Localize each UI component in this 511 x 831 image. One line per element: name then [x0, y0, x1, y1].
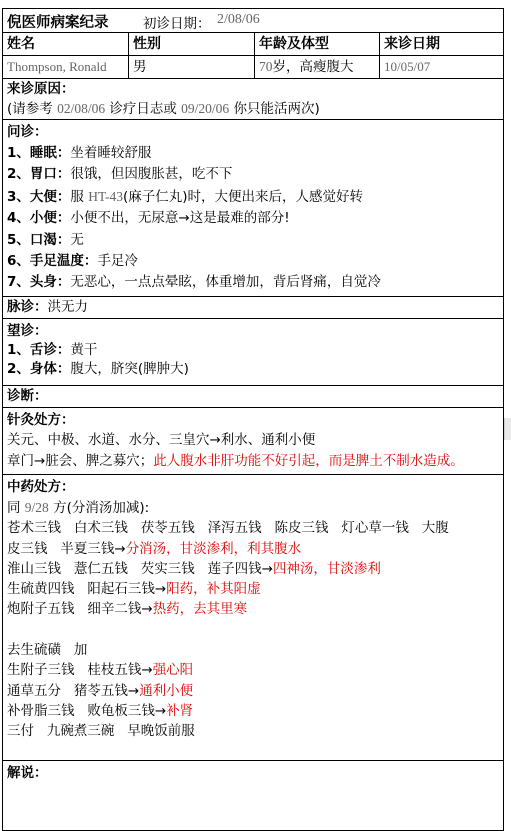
herb-text: 三付 九碗煮三碗 早晚饭前服: [7, 723, 195, 740]
inquiry-text: 服: [70, 188, 89, 205]
herb-line: [3, 579, 503, 599]
inquiry-text: 无恶心，一点点晕眩，体重增加，背后肾痛，自觉冷: [70, 274, 381, 291]
herb-line: [3, 721, 503, 741]
inquiry-label: 、头身：: [16, 274, 71, 291]
herb-effect: 热药，去其里寒: [152, 601, 248, 618]
herb-line: [3, 599, 503, 619]
inquiry-num: 4: [7, 210, 17, 227]
herb-text: 通草五分 猪苓五钱→: [7, 682, 140, 699]
inquiry-title: 问诊：: [7, 124, 48, 140]
herb-line: [3, 640, 503, 660]
inquiry-num: 3: [7, 188, 17, 205]
explanation-title: 解说：: [7, 765, 48, 781]
herb-line: [3, 498, 503, 518]
inspection-title: 望诊：: [7, 323, 48, 339]
reason-date-1: 02/08/06: [57, 101, 106, 116]
inquiry-text: 坐着睡较舒服: [70, 145, 152, 161]
inspection-item: [3, 341, 503, 360]
visit-date-value: 10/05/07: [379, 56, 503, 78]
herb-line: [3, 660, 503, 680]
pulse-title: 脉诊：: [7, 299, 48, 315]
header-age-build: 年龄及体型: [254, 33, 380, 55]
reason-line: [3, 99, 503, 119]
herb-line: [3, 681, 503, 701]
header-gender: 性别: [128, 33, 254, 55]
herbs-list: [3, 498, 503, 742]
inquiry-item: [3, 143, 503, 164]
inquiry-label: 、睡眠：: [16, 145, 71, 161]
herb-text: 补骨脂三钱 败龟板三钱→: [7, 702, 167, 719]
inquiry-list: [3, 143, 503, 294]
herb-text: 炮附子五钱 细辛二钱→: [7, 601, 153, 618]
herb-effect: 通利小便: [139, 682, 194, 699]
herb-effect: 补肾: [166, 702, 194, 719]
herb-effect: 四神汤，甘淡渗利: [272, 560, 381, 577]
herb-text: 淮山三钱 薏仁五钱 芡实三钱 莲子四钱→: [7, 560, 273, 577]
herb-line: [3, 559, 503, 579]
pulse-section: [3, 297, 503, 319]
acupuncture-title: 针灸处方：: [7, 412, 75, 428]
inquiry-text: 手足冷: [97, 253, 138, 270]
inspection-num: 1: [7, 342, 17, 358]
herb-text: 方(分消汤加减):: [48, 500, 150, 516]
herb-line: [3, 539, 503, 559]
patient-gender: 男: [128, 56, 254, 78]
acupuncture-line-1: 关元、中极、水道、水分、三皇穴→利水、通利小便: [7, 432, 316, 448]
blank-line: [3, 620, 503, 640]
herb-effect: 阳药，补其阳虚: [166, 581, 261, 598]
scrollbar-edge[interactable]: [504, 418, 511, 440]
patient-age-text: 岁，高瘦腹大: [272, 59, 354, 75]
inquiry-text: (麻子仁丸)时，大便出来后，人感觉好转: [122, 188, 364, 205]
inspection-item: [3, 360, 503, 379]
inspection-num: 2: [7, 361, 17, 377]
herb-effect: 强心阳: [152, 662, 194, 679]
herb-line: [3, 518, 503, 538]
acupuncture-note: 此人腹水非肝功能不好引起，而是脾土不制水造成。: [153, 453, 464, 469]
inquiry-label: 、口渴：: [16, 231, 71, 248]
herb-text: 皮三钱 半夏三钱→: [7, 540, 126, 557]
info-value-row: [3, 56, 503, 79]
herb-text: 同: [7, 500, 25, 516]
inquiry-item: [3, 251, 503, 272]
inspection-label: 、舌诊：: [16, 342, 71, 358]
inquiry-text: HT-43: [88, 188, 123, 204]
herb-text: 生硫黄四钱 阳起石三钱→: [7, 581, 167, 598]
herb-effect: 分消汤，甘淡渗利，利其腹水: [125, 540, 302, 557]
inquiry-item: [3, 164, 503, 185]
herb-text: 生附子三钱 桂枝五钱→: [7, 662, 153, 679]
herb-text: 9/28: [24, 500, 49, 515]
header-visit-date: 来诊日期: [379, 33, 503, 55]
inquiry-label: 、大便：: [16, 188, 71, 205]
patient-age-number: 70: [259, 59, 273, 74]
inquiry-num: 5: [7, 231, 17, 248]
herb-line: [3, 701, 503, 721]
explanation-section: [3, 761, 503, 830]
record-title: 倪医师病案纪录: [7, 15, 109, 31]
first-visit-label: 初诊日期：: [143, 16, 211, 32]
diagnosis-section: [3, 386, 503, 408]
patient-name: Thompson, Ronald: [7, 59, 107, 74]
inquiry-num: 7: [7, 274, 17, 291]
reason-seg: (请参考: [7, 101, 58, 117]
herb-text: 苍术三钱 白术三钱 茯苓五钱 泽泻五钱 陈皮三钱 灯心草一钱 大腹: [7, 520, 449, 537]
patient-age-build: [254, 56, 380, 78]
inquiry-num: 2: [7, 166, 17, 183]
herbs-section: [3, 475, 503, 761]
inquiry-item: [3, 230, 503, 251]
inquiry-item: [3, 272, 503, 293]
pulse-line: [3, 297, 503, 318]
acupuncture-section: [3, 408, 503, 475]
inquiry-section: [3, 120, 503, 297]
inquiry-label: 、小便：: [16, 210, 71, 227]
inquiry-text: 无: [70, 231, 84, 248]
inquiry-label: 、手足温度：: [16, 253, 98, 270]
inquiry-num: 6: [7, 253, 17, 270]
inspection-section: [3, 319, 503, 386]
acupuncture-seg: 章门→脏会、脾之募穴；: [7, 453, 154, 469]
reason-seg: 诊疗日志或: [105, 101, 182, 117]
herbs-title: 中药处方：: [7, 479, 75, 495]
inquiry-label: 、胃口：: [16, 166, 71, 183]
inspection-value: 腹大，脐突(脾肿大): [70, 361, 189, 377]
herb-text: 去生硫磺 加: [7, 642, 88, 659]
first-visit-date: 2/08/06: [217, 12, 260, 27]
acupuncture-line-2: [3, 451, 503, 472]
inquiry-text: 小便不出，无尿意→这是最难的部分!: [70, 210, 290, 227]
inquiry-num: 1: [7, 145, 17, 161]
diagnosis-title: 诊断：: [7, 388, 48, 404]
inspection-value: 黄干: [70, 342, 98, 358]
inquiry-item: [3, 186, 503, 208]
inquiry-item: [3, 208, 503, 229]
title-row: [3, 9, 503, 33]
info-header-row: [3, 33, 503, 56]
reason-title: 来诊原因：: [7, 81, 75, 97]
header-name: 姓名: [7, 36, 35, 52]
inquiry-text: 很饿，但因腹胀甚，吃不下: [70, 166, 233, 183]
pulse-value: 洪无力: [47, 299, 88, 315]
reason-seg: 你只能活两次): [229, 101, 320, 117]
reason-date-2: 09/20/06: [181, 101, 230, 116]
inspection-label: 、身体：: [16, 361, 71, 377]
case-record-table: [2, 8, 504, 831]
reason-section: [3, 79, 503, 120]
